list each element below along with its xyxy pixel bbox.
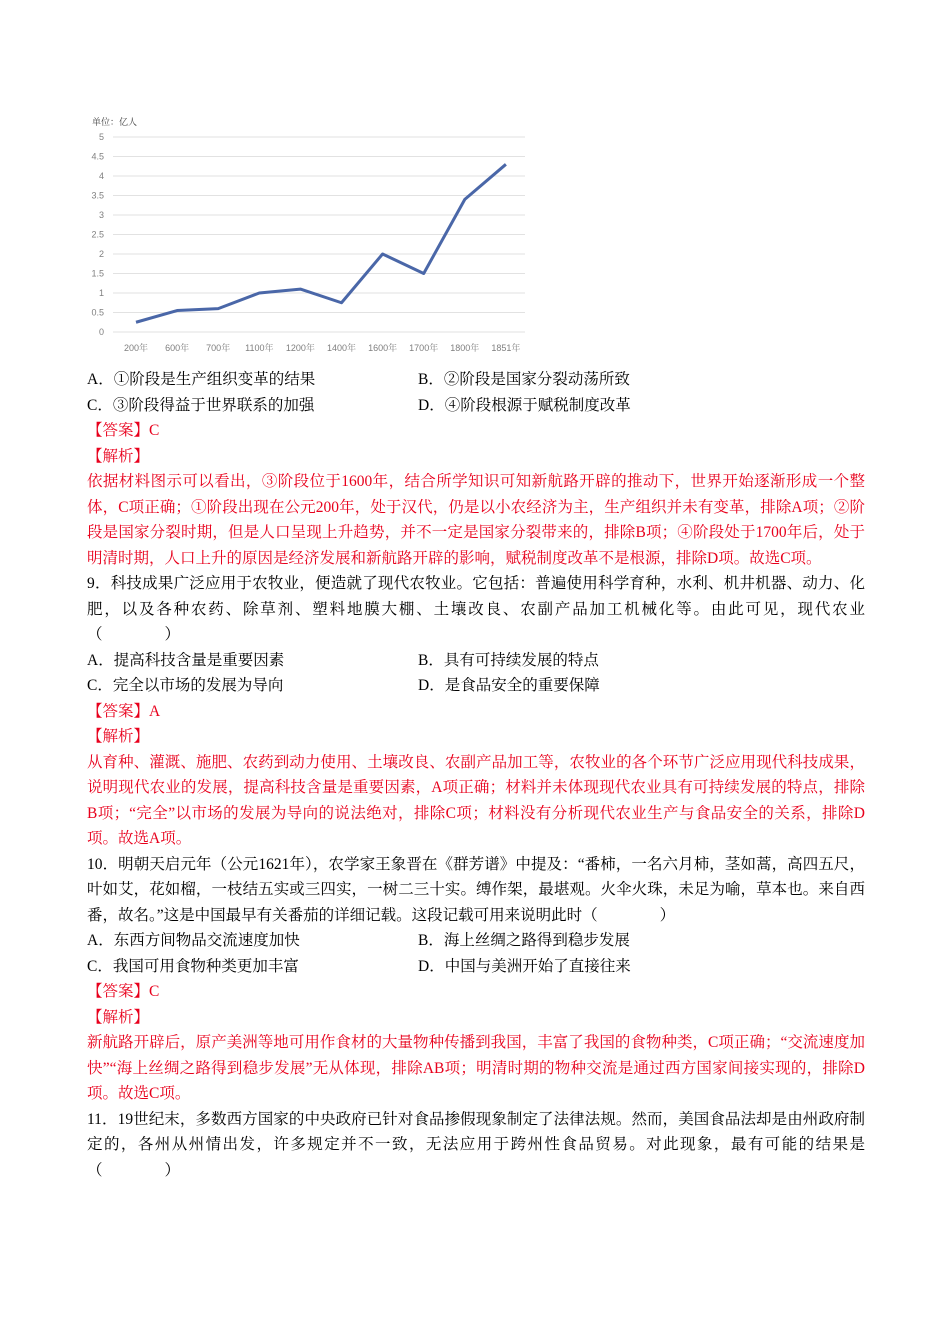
x-tick-label: 1800年 [450,343,480,353]
q9-option-c: C．完全以市场的发展为导向 [87,677,284,694]
q10-options [87,928,865,979]
q10-stem: 10．明朝天启元年（公元1621年），农学家王象晋在《群芳谱》中提及：“番柿，一名六月柿，茎如蒿，高四五尺，叶如艾，花如榴，一枝结五实或三四实，一树二三十实。缚作架，最堪观。火伞火珠，未足为喻，草本也。来自西番，故名。”这是中国最早有关番茄的详细记载。这段记载可用来说明此时（ ） [87,855,865,924]
x-tick-label: 1700年 [409,343,439,353]
q8-analysis-label: 【解析】 [87,447,150,465]
x-tick-label: 1400年 [326,343,357,353]
y-tick-label: 1 [98,288,104,298]
series-line [136,164,506,322]
q9-option-b: B．具有可持续发展的特点 [418,651,599,669]
y-tick-label: 4 [98,171,104,181]
q8-answer: 【答案】C [87,422,160,439]
y-tick-label: 4.5 [91,151,104,162]
q8-option-d: D．④阶段根源于赋税制度改革 [418,396,631,414]
y-tick-label: 2.5 [91,229,104,240]
q9-option-a: A．提高科技含量是重要因素 [87,651,285,669]
q10-analysis: 新航路开辟后，原产美洲等地可用作食材的大量物种传播到我国，丰富了我国的食物种类，C项正确；“交流速度加快”“海上丝绸之路得到稳步发展”无从体现，排除AB项；明清时期的物种交流是通过西方国家间接实现的，排除D项。故选C项。 [87,1034,865,1102]
q9-analysis-label: 【解析】 [87,728,150,745]
y-tick-label: 0.5 [91,307,104,318]
chart-unit-label: 单位：亿人 [92,117,138,127]
q10-option-c: C．我国可用食物种类更加丰富 [87,957,299,975]
q9-options [87,648,865,699]
population-line-chart [80,110,540,360]
q10-analysis-label: 【解析】 [87,1008,150,1026]
q10-option-b: B．海上丝绸之路得到稳步发展 [418,932,630,949]
x-tick-label: 1100年 [245,343,274,353]
y-tick-label: 0 [98,327,104,337]
q9-option-d: D．是食品安全的重要保障 [418,677,600,694]
q9-stem: 9．科技成果广泛应用于农牧业，便造就了现代农牧业。它包括：普遍使用科学育种，水利、机井机器、动力、化肥，以及各种农药、除草剂、塑料地膜大棚、土壤改良、农副产品加工机械化等。由此可见，现代农业（ ） [87,575,865,643]
y-tick-label: 3 [98,210,104,220]
y-tick-label: 3.5 [91,190,104,201]
y-tick-label: 5 [98,132,104,142]
x-tick-label: 600年 [165,343,190,353]
q8-option-b: B．②阶段是国家分裂动荡所致 [418,371,630,388]
x-tick-label: 1851年 [491,343,521,353]
q8-option-c: C．③阶段得益于世界联系的加强 [87,396,315,414]
x-tick-label: 700年 [206,343,231,353]
x-tick-label: 200年 [123,343,149,353]
q10-option-d: D．中国与美洲开始了直接往来 [418,957,631,975]
q10-option-a: A．东西方间物品交流速度加快 [87,932,300,949]
x-tick-label: 1600年 [368,343,398,353]
x-tick-label: 1200年 [285,343,315,353]
q8-analysis: 依据材料图示可以看出，③阶段位于1600年，结合所学知识可知新航路开辟的推动下，世界开始逐渐形成一个整体，C项正确；①阶段出现在公元200年，处于汉代，仍是以小农经济为主，生产组织并未有变革，排除A项；②阶段是国家分裂时期，但是人口呈现上升趋势，并不一定是国家分裂带来的，排除B项；④阶段处于1700年后，处于明清时期，人口上升的原因是经济发展和新航路开辟的影响，赋税制度改革不是根源，排除D项。故选C项。 [87,473,865,567]
q9-analysis: 从育种、灌溉、施肥、农药到动力使用、土壤改良、农副产品加工等，农牧业的各个环节广泛应用现代科技成果，说明现代农业的发展，提高科技含量是重要因素，A项正确；材料并未体现现代农业具有可持续发展的特点，排除B项；“完全”以市场的发展为导向的说法绝对，排除C项；材料没有分析现代农业生产与食品安全的关系，排除D项。故选A项。 [87,753,865,847]
y-tick-label: 2 [98,249,104,259]
q11-stem: 11．19世纪末，多数西方国家的中央政府已针对食品掺假现象制定了法律法规。然而，美国食品法却是由州政府制定的，各州从州情出发，许多规定并不一致，无法应用于跨州性食品贸易。对此现象，最有可能的结果是（ ） [87,1110,865,1179]
y-tick-label: 1.5 [91,268,104,279]
q10-answer: 【答案】C [87,983,160,1000]
q8-options [87,367,865,418]
q8-option-a: A．①阶段是生产组织变革的结果 [87,371,316,388]
q9-answer: 【答案】A [87,702,161,720]
